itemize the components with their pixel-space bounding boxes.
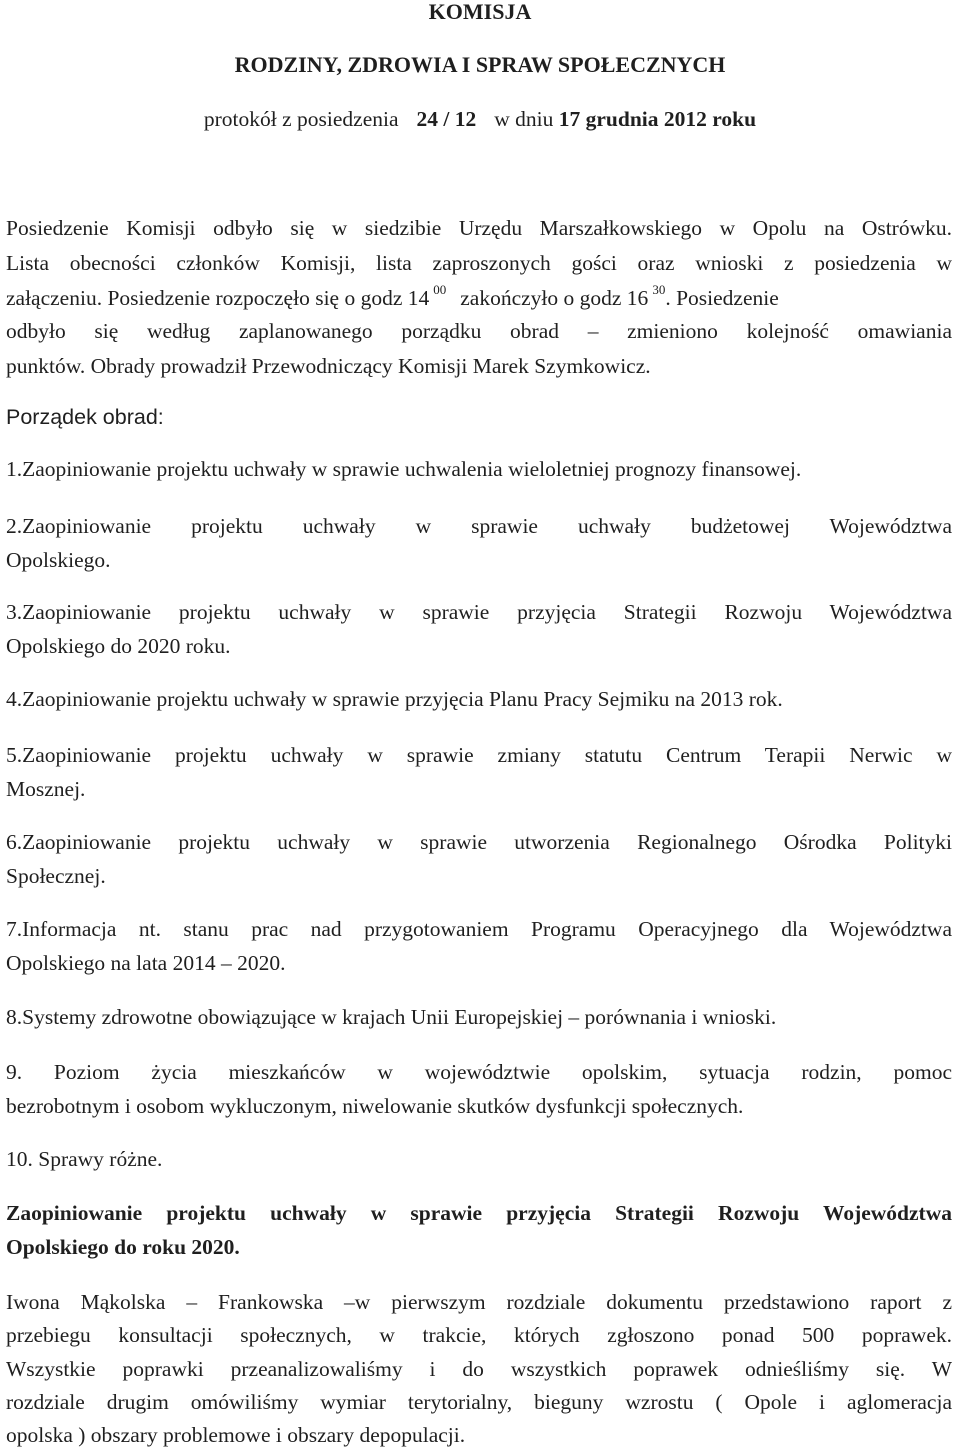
intro-line-1: Posiedzenie Komisji odbyło się w siedzibie Urzędu Marszałkowskiego w Opolu na Ostrówku.	[6, 216, 952, 240]
agenda-item-7-line-1: 7.Informacja nt. stanu prac nad przygotowaniem Programu Operacyjnego dla Województwa	[6, 917, 952, 941]
agenda-item-3-line-2: Opolskiego do 2020 roku.	[6, 634, 231, 658]
section-heading-line-1: Zaopiniowanie projektu uchwały w sprawie przyjęcia Strategii Rozwoju Województwa	[6, 1201, 952, 1225]
section-paragraph-line-2: przebiegu konsultacji społecznych, w trakcie, których zgłoszono ponad 500 poprawek.	[6, 1323, 952, 1347]
agenda-item-5-line-1: 5.Zaopiniowanie projektu uchwały w sprawie zmiany statutu Centrum Terapii Nerwic w	[6, 743, 952, 767]
intro-end-text: zakończyło o godz 16	[460, 286, 649, 310]
agenda-item-9-line-1: 9. Poziom życia mieszkańców w województwie opolskim, sytuacja rodzin, pomoc	[6, 1060, 952, 1084]
start-minutes: 00	[433, 282, 447, 297]
intro-tail-text: . Posiedzenie	[665, 286, 779, 310]
agenda-item-9-line-2: bezrobotnym i osobom wykluczonym, niwelowanie skutków dysfunkcji społecznych.	[6, 1094, 744, 1118]
agenda-item-4: 4.Zaopiniowanie projektu uchwały w sprawie przyjęcia Planu Pracy Sejmiku na 2013 rok.	[6, 687, 783, 711]
section-paragraph-line-4: rozdziale drugim omówiliśmy wymiar terytorialny, bieguny wzrostu ( Opole i aglomeracja	[6, 1390, 952, 1414]
agenda-item-8: 8.Systemy zdrowotne obowiązujące w krajach Unii Europejskiej – porównania i wnioski.	[6, 1005, 777, 1029]
meeting-date: 17 grudnia 2012 roku	[558, 107, 757, 131]
intro-start-text: załączeniu. Posiedzenie rozpoczęło się o godz 14	[6, 286, 430, 310]
protocol-prefix: protokół z posiedzenia	[203, 107, 399, 131]
agenda-item-1: 1.Zaopiniowanie projektu uchwały w sprawie uchwalenia wieloletniej prognozy finansowej.	[6, 457, 802, 481]
section-paragraph-line-5: opolska ) obszary problemowe i obszary depopulacji.	[6, 1423, 466, 1447]
section-heading-line-2: Opolskiego do roku 2020.	[6, 1235, 240, 1259]
intro-line-3	[6, 284, 952, 315]
agenda-item-6-line-1: 6.Zaopiniowanie projektu uchwały w sprawie utworzenia Regionalnego Ośrodka Polityki	[6, 830, 952, 854]
agenda-item-2-line-1: 2.Zaopiniowanie projektu uchwały w sprawie uchwały budżetowej Województwa	[6, 514, 952, 538]
protocol-number: 24 / 12	[416, 107, 477, 131]
intro-line-2: Lista obecności członków Komisji, lista zaproszonych gości oraz wnioski z posiedzenia w	[6, 251, 952, 275]
protocol-line	[0, 105, 960, 133]
header-line-1: KOMISJA	[428, 0, 532, 24]
agenda-item-5-line-2: Mosznej.	[6, 777, 86, 801]
agenda-item-6-line-2: Społecznej.	[6, 864, 106, 888]
intro-line-4: odbyło się według zaplanowanego porządku obrad – zmieniono kolejność omawiania	[6, 319, 952, 343]
intro-line-5: punktów. Obrady prowadził Przewodniczący Komisji Marek Szymkowicz.	[6, 354, 651, 378]
agenda-item-3-line-1: 3.Zaopiniowanie projektu uchwały w sprawie przyjęcia Strategii Rozwoju Województwa	[6, 600, 952, 624]
agenda-item-2-line-2: Opolskiego.	[6, 548, 111, 572]
section-paragraph-line-3: Wszystkie poprawki przeanalizowaliśmy i do wszystkich poprawek odnieśliśmy się. W	[6, 1357, 952, 1381]
header-line-2: RODZINY, ZDROWIA I SPRAW SPOŁECZNYCH	[234, 52, 726, 77]
date-prefix: w dniu	[494, 107, 554, 131]
end-minutes: 30	[652, 282, 666, 297]
agenda-item-10: 10. Sprawy różne.	[6, 1147, 163, 1171]
section-paragraph-line-1: Iwona Mąkolska – Frankowska –w pierwszym rozdziale dokumentu przedstawiono raport z	[6, 1290, 952, 1314]
agenda-item-7-line-2: Opolskiego na lata 2014 – 2020.	[6, 951, 286, 975]
agenda-label: Porządek obrad:	[6, 405, 164, 429]
